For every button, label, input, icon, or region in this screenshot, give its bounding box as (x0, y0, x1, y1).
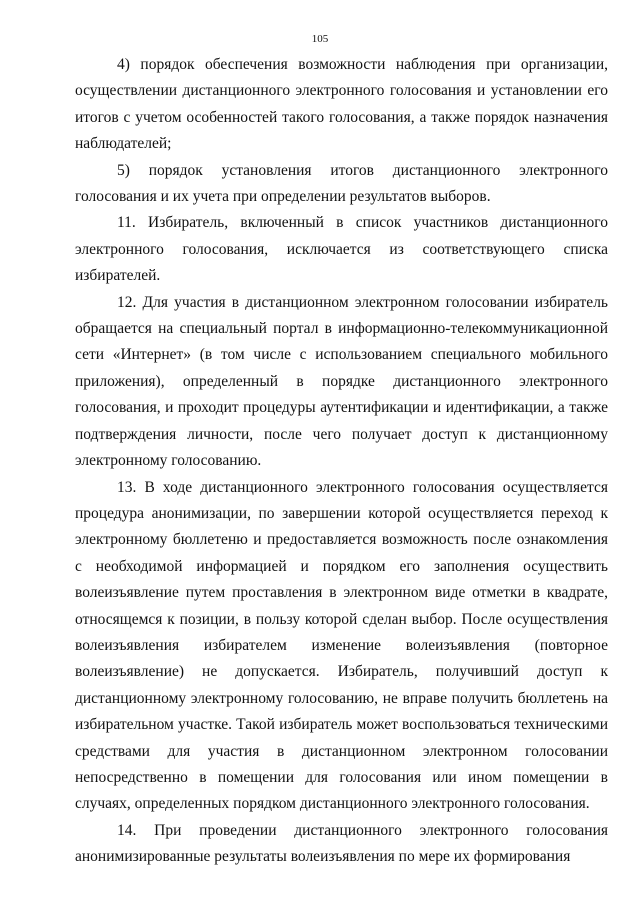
page-number: 105 (311, 33, 329, 45)
paragraph-item-5: 5) порядок установления итогов дистанционного электронного голосования и их учета при определении результатов выборов. (75, 161, 608, 206)
paragraph-item-4: 4) порядок обеспечения возможности наблюдения при организации, осуществлении дистанционного электронного голосования и установлении его итогов с учетом особенностей такого голосования, а также порядок назначения наблюдателей; (75, 56, 608, 153)
paragraph-clause-12: 12. Для участия в дистанционном электронном голосовании избиратель обращается на специальный портал в информационно-телекоммуникационной сети «Интернет» (в том числе с использованием специального мобильного приложения), определенный в порядке дистанционного электронного голосования, и проходит процедуры аутентификации и идентификации, а также подтверждения личности, после чего получает доступ к дистанционному электронному голосованию. (75, 293, 608, 470)
document-body (75, 52, 608, 871)
paragraph-clause-11: 11. Избиратель, включенный в список участников дистанционного электронного голосования, исключается из соответствующего списка избирателей. (75, 214, 608, 285)
paragraph-clause-14: 14. При проведении дистанционного электронного голосования анонимизированные результаты волеизъявления по мере их формирования (75, 821, 608, 866)
paragraph-clause-13: 13. В ходе дистанционного электронного голосования осуществляется процедура анонимизации, по завершении которой осуществляется переход к электронному бюллетеню и предоставляется возможность после ознакомления с необходимой информацией и порядком его заполнения осуществить волеизъявление путем проставления в электронном виде отметки в квадрате, относящемся к позиции, в пользу которой сделан выбор. После осуществления волеизъявления избирателем изменение волеизъявления (повторное волеизъявление) не допускается. Избиратель, получивший доступ к дистанционному электронному голосованию, не вправе получить бюллетень на избирательном участке. Такой избиратель может воспользоваться техническими средствами для участия в дистанционном электронном голосовании непосредственно в помещении для голосования или ином помещении в случаях, определенных порядком дистанционного электронного голосования. (75, 478, 608, 813)
